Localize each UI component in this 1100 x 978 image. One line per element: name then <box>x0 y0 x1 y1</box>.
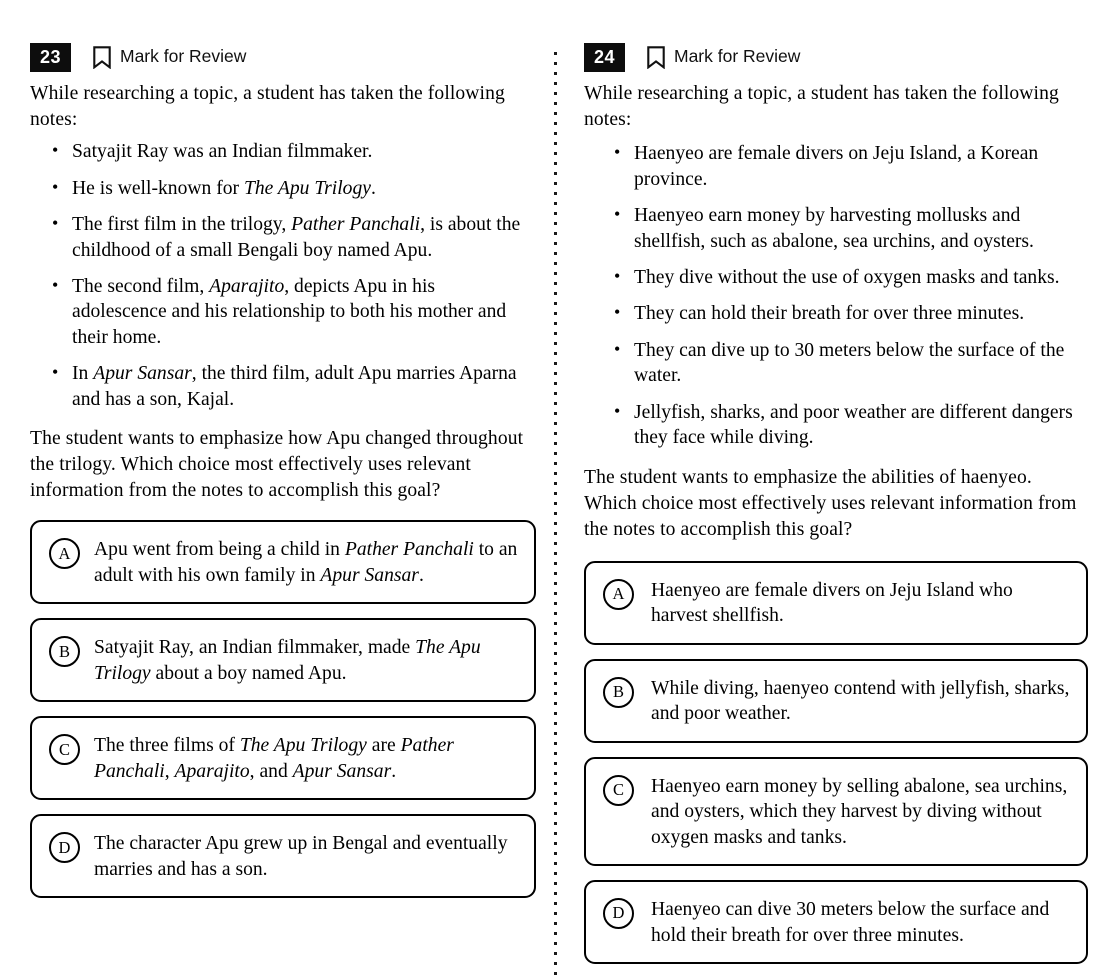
choice-letter: A <box>49 538 80 569</box>
note-item: • In Apur Sansar, the third film, adult Apu marries Aparna and has a son, Kajal. <box>30 361 532 412</box>
answer-choices <box>30 520 532 898</box>
note-item: • Jellyfish, sharks, and poor weather are different dangers they face while diving. <box>584 400 1086 451</box>
note-item: • Haenyeo are female divers on Jeju Island, a Korean province. <box>584 141 1086 192</box>
choice-text: Haenyeo earn money by selling abalone, sea urchins, and oysters, which they harvest by diving without oxygen masks and tanks. <box>651 775 1068 848</box>
choice-text: The three films of The Apu Trilogy are Pather Panchali, Aparajito, and Apur Sansar. <box>94 735 454 782</box>
question-panel-24 <box>554 0 1100 978</box>
choice-letter: B <box>603 677 634 708</box>
note-item: • The first film in the trilogy, Pather Panchali, is about the childhood of a small Bengali boy named Apu. <box>30 212 532 263</box>
choice-letter: D <box>603 898 634 929</box>
answer-choice-c[interactable] <box>30 716 536 800</box>
question-number-badge: 23 <box>30 43 71 72</box>
note-item: • Haenyeo earn money by harvesting mollusks and shellfish, such as abalone, sea urchins, and oysters. <box>584 203 1086 254</box>
choice-letter: D <box>49 832 80 863</box>
question-stem: While researching a topic, a student has taken the following notes: <box>584 83 1059 131</box>
choice-text: Apu went from being a child in Pather Panchali to an adult with his own family in Apur Sansar. <box>94 539 518 586</box>
answer-choice-d[interactable] <box>584 880 1088 964</box>
answer-choice-a[interactable] <box>30 520 536 604</box>
note-item: • They dive without the use of oxygen masks and tanks. <box>584 265 1086 290</box>
choice-text: Haenyeo are female divers on Jeju Island who harvest shellfish. <box>651 579 1013 627</box>
note-item: • They can dive up to 30 meters below the surface of the water. <box>584 338 1086 389</box>
bookmark-icon <box>647 46 665 69</box>
note-item: • Satyajit Ray was an Indian filmmaker. <box>30 139 532 164</box>
note-item: • He is well-known for The Apu Trilogy. <box>30 176 532 201</box>
question-stem: While researching a topic, a student has taken the following notes: <box>30 83 505 131</box>
mark-for-review-button[interactable] <box>647 46 800 69</box>
question-prompt: The student wants to emphasize the abilities of haenyeo. Which choice most effectively uses relevant information from the notes to accomplish this goal? <box>584 466 1077 540</box>
bookmark-icon <box>93 46 111 69</box>
answer-choice-b[interactable] <box>30 618 536 702</box>
question-number-badge: 24 <box>584 43 625 72</box>
answer-choice-a[interactable] <box>584 561 1088 645</box>
choice-letter: C <box>603 775 634 806</box>
note-item: • They can hold their breath for over three minutes. <box>584 301 1086 326</box>
question-prompt: The student wants to emphasize how Apu changed throughout the trilogy. Which choice most effectively uses relevant information from the notes to accomplish this goal? <box>30 428 524 502</box>
mark-for-review-label: Mark for Review <box>120 46 247 67</box>
question-header-23 <box>30 42 532 72</box>
note-item: • The second film, Aparajito, depicts Apu in his adolescence and his relationship to both his mother and their home. <box>30 274 532 350</box>
choice-letter: C <box>49 734 80 765</box>
answer-choice-b[interactable] <box>584 659 1088 743</box>
answer-choice-c[interactable] <box>584 757 1088 866</box>
answer-choice-d[interactable] <box>30 814 536 898</box>
notes-list <box>584 141 1086 451</box>
mark-for-review-label: Mark for Review <box>674 46 801 67</box>
choice-letter: B <box>49 636 80 667</box>
notes-list <box>30 139 532 412</box>
answer-choices <box>584 561 1086 964</box>
choice-text: Haenyeo can dive 30 meters below the surface and hold their breath for over three minutes. <box>651 899 1050 946</box>
choice-text: While diving, haenyeo contend with jellyfish, sharks, and poor weather. <box>651 677 1070 725</box>
choice-letter: A <box>603 579 634 610</box>
choice-text: Satyajit Ray, an Indian filmmaker, made The Apu Trilogy about a boy named Apu. <box>94 637 481 684</box>
question-header-24 <box>584 42 1086 72</box>
mark-for-review-button[interactable] <box>93 46 246 69</box>
choice-text: The character Apu grew up in Bengal and eventually marries and has a son. <box>94 833 508 880</box>
